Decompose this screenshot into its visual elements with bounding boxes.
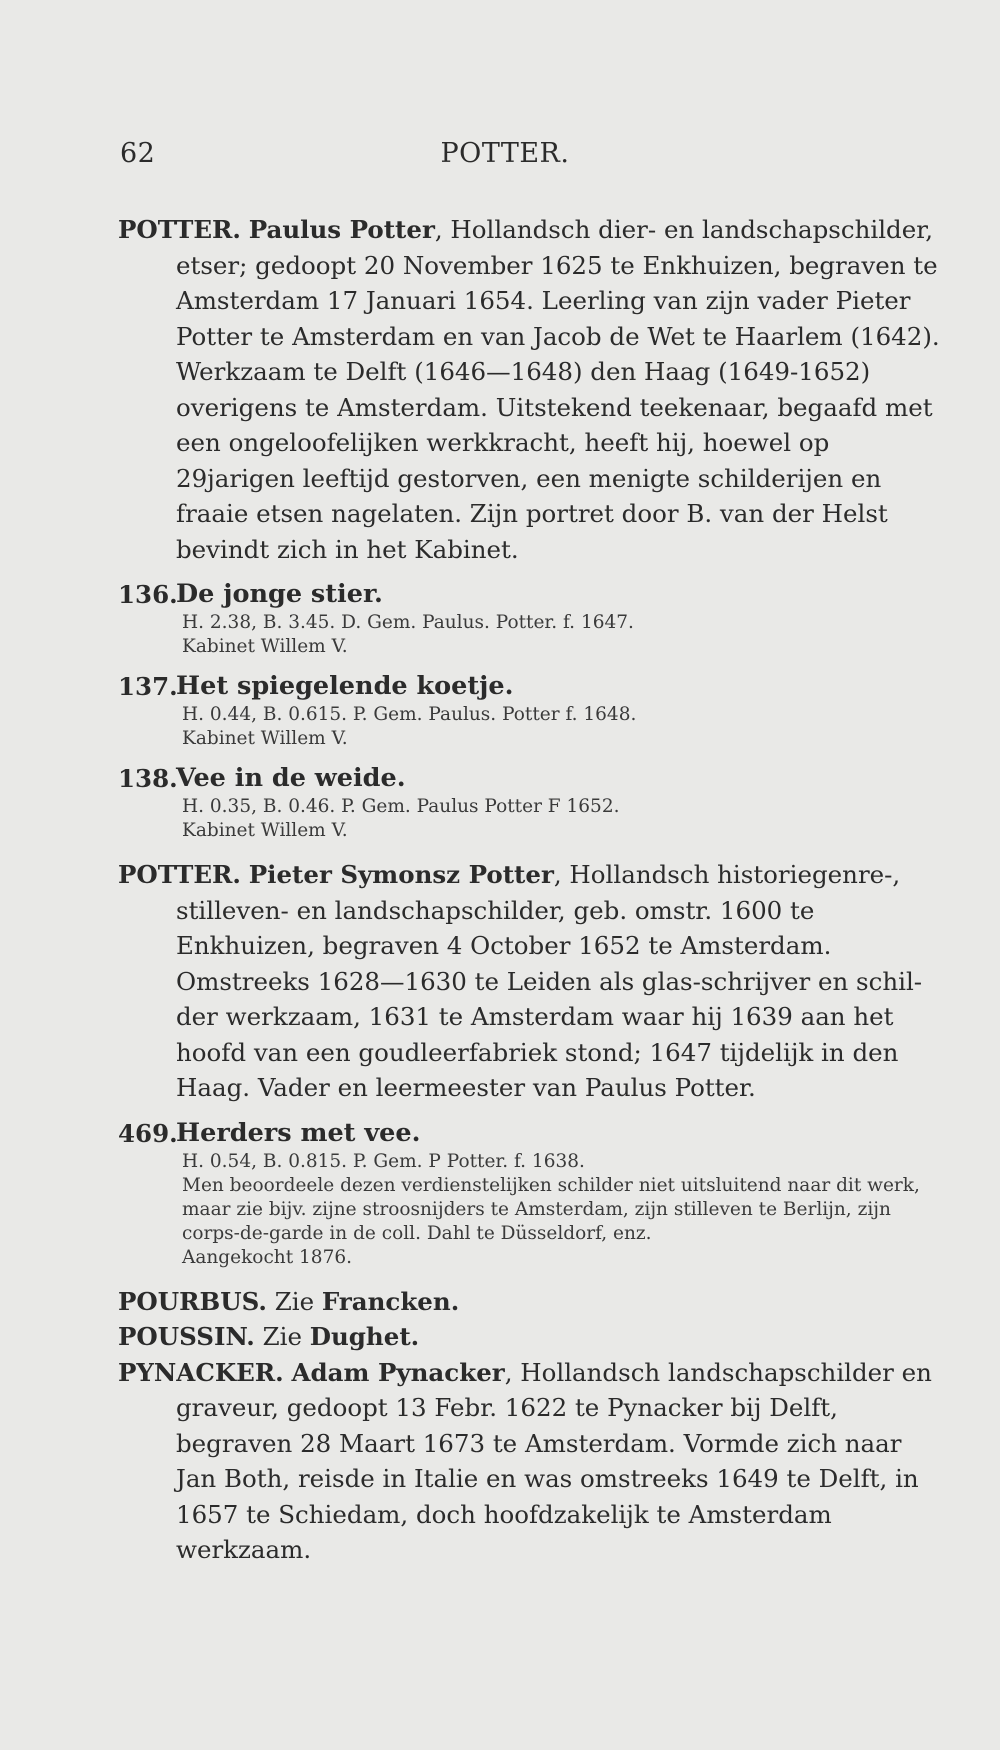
- entry-text: , Hollandsch landschapschilder en graveur, gedoopt 13 Febr. 1622 te Pynacker bij Delft, begraven 28 Maart 1673 te Amsterdam. Vormde zich naar Jan Both, reisde in Italie en was omstreeks 1649 te Delft, in 1657 te Schiedam, doch hoofdzakelijk te Amsterdam werkzaam.: [176, 1357, 932, 1564]
- entry-text: , Hollandsch historiegenre-, stilleven- en landschapschilder, geb. omstr. 1600 te Enkhuizen, begraven 4 October 1652 te Amsterdam. Omstreeks 1628—1630 te Leiden als glas-schrijver en schilder werkzaam, 1631 te Amsterdam waar hij 1639 aan het hoofd van een goudleerfabriek stond; 1647 tijdelijk in den Haag. Vader en leermeester van Paulus Potter.: [176, 860, 923, 1102]
- work-number: 136.: [118, 580, 178, 609]
- work-number: 138.: [118, 764, 178, 793]
- artist-name: Paulus Potter: [248, 215, 435, 244]
- page-number: 62: [120, 138, 156, 169]
- entry-pynacker: [118, 1355, 946, 1568]
- work-acquired: Aangekocht 1876.: [182, 1246, 352, 1268]
- work-item: [118, 1116, 946, 1270]
- page-body: [118, 212, 946, 1568]
- work-item: [118, 761, 946, 843]
- cross-ref-text: Zie: [254, 1322, 310, 1351]
- work-location: Kabinet Willem V.: [182, 820, 348, 841]
- work-title: De jonge stier.: [176, 579, 383, 609]
- headword: POUSSIN.: [118, 1322, 255, 1351]
- entry-poussin: [118, 1319, 946, 1355]
- work-location: Kabinet Willem V.: [182, 636, 348, 657]
- work-note: Men beoordeele dezen verdienstelijken schilder niet uitsluitend naar dit werk, maar zie bijv. zijne stroosnijders te Amsterdam, zijn stilleven te Berlijn, zijn corps-de-garde in de coll. Dahl te Düsseldorf, enz.: [182, 1174, 920, 1244]
- work-meta: H. 2.38, B. 3.45. D. Gem. Paulus. Potter. f. 1647.: [182, 612, 634, 633]
- entry-text: , Hollandsch dier- en landschapschilder, etser; gedoopt 20 November 1625 te Enkhuizen, begraven te Amsterdam 17 Januari 1654. Leerling van zijn vader Pieter Potter te Amsterdam en van Jacob de Wet te Haarlem (1642). Werkzaam te Delft (1646—1648) den Haag (1649-1652) overigens te Amsterdam. Uitstekend teekenaar, begaafd met een ongeloofelijken werkkracht, heeft hij, hoewel op 29jarigen leeftijd gestorven, een menigte schilderijen en fraaie etsen nagelaten. Zijn portret door B. van der Helst bevindt zich in het Kabinet.: [176, 215, 940, 564]
- headword: POTTER.: [118, 215, 241, 244]
- work-meta: H. 0.54, B. 0.815. P. Gem. P Potter. f. 1638.: [182, 1150, 585, 1172]
- artist-name: Adam Pynacker: [291, 1357, 505, 1387]
- artist-name: Pieter Symonsz Potter: [248, 860, 554, 889]
- page-header: [120, 138, 890, 178]
- cross-ref-target: Francken.: [321, 1286, 460, 1316]
- work-location: Kabinet Willem V.: [182, 728, 348, 749]
- work-number: 137.: [118, 672, 178, 701]
- entry-paulus-potter: [118, 212, 946, 567]
- running-head: POTTER.: [440, 138, 570, 169]
- entry-pourbus: [118, 1284, 946, 1320]
- work-title: Herders met vee.: [176, 1117, 421, 1148]
- work-item: [118, 669, 946, 751]
- work-meta: H. 0.44, B. 0.615. P. Gem. Paulus. Potter f. 1648.: [182, 704, 637, 725]
- headword: POTTER.: [118, 860, 241, 889]
- headword: PYNACKER.: [118, 1357, 284, 1387]
- work-meta: H. 0.35, B. 0.46. P. Gem. Paulus Potter F 1652.: [182, 796, 620, 817]
- work-title: Het spiegelende koetje.: [176, 671, 514, 701]
- entry-pieter-potter: [118, 857, 946, 1106]
- work-number: 469.: [118, 1118, 178, 1148]
- cross-ref-target: Dughet.: [309, 1322, 420, 1351]
- cross-ref-text: Zie: [266, 1286, 322, 1316]
- work-title: Vee in de weide.: [176, 763, 406, 793]
- work-item: [118, 577, 946, 659]
- headword: POURBUS.: [118, 1286, 267, 1316]
